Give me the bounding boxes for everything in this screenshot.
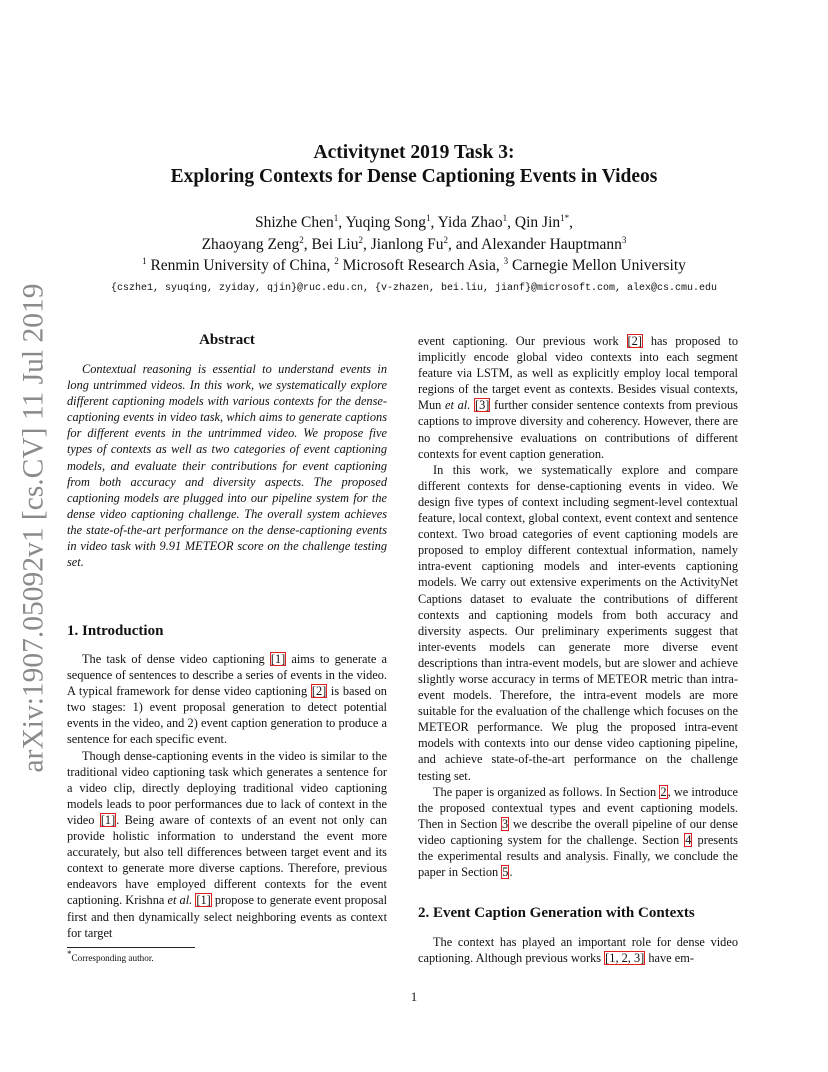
- section-link[interactable]: 2: [660, 784, 667, 799]
- right-paragraph-2: In this work, we systematically explore and compare different contexts for dense-captioning events in video. We design five types of context including segment-level contextual feature, local context, global context, event context and sentence context. Two broad categories of event captioning models are proposed to employ different contextual information, namely intra-event captioning models and inter-events captioning models. We carry out extensive experiments on the ActivityNet Captions dataset to evaluate the contributions of different contexts and captioning models from both accuracy and diversity aspects. Our preliminary experiments suggest that inter-events models can generate more diverse event descriptions than intra-event models, but are slower and achieve slightly worse accuracy in terms of METEOR metric than intra-event models. Therefore, the intra-event models are more suitable for the evaluation of the challenge which focuses on the METEOR performance. We plug the proposed intra-event models with contexts into our dense video captioning pipeline, and achieve state-of-the-art performance on the challenge testing set.: [418, 462, 738, 783]
- section-2-body: [418, 934, 738, 966]
- citation-link[interactable]: [2]: [627, 334, 642, 348]
- citation-link[interactable]: [1]: [196, 893, 211, 908]
- section-link[interactable]: 4: [685, 832, 692, 847]
- section-link[interactable]: 3: [502, 816, 509, 831]
- citation-link[interactable]: [3]: [474, 398, 490, 413]
- paper-title-line-2: Exploring Contexts for Dense Captioning Events in Videos: [170, 166, 658, 187]
- citation-link[interactable]: [1]: [100, 812, 116, 827]
- page-number: 1: [410, 990, 418, 1004]
- intro-paragraph-2: Though dense-captioning events in the video is similar to the traditional video captioning task which generates a sentence for a video clip, directly deploying traditional video captioning models leads to poor performances due to lack of context in the video [1]. Being aware of contexts of an event not only can provide holistic information to understand the event more accurately, but also tell differences between target event and its context to generate more diverse captions. Therefore, previous endeavors have employed different contexts for the event captioning. Krishna et al. [1] propose to generate event proposal first and then dynamically select neighboring events as context for target: [67, 748, 387, 940]
- section-heading-event-caption: 2. Event Caption Generation with Contexts: [418, 905, 695, 921]
- right-paragraph-3: The paper is organized as follows. In Section 2, we introduce the proposed contextual types and event captioning models. Then in Section 3 we describe the overall pipeline of our dense video captioning system for the challenge. Section 4 presents the experimental results and analysis. Finally, we conclude the paper in Section 5.: [418, 784, 739, 880]
- section-2-paragraph-1: The context has played an important role for dense video captioning. Although previous works [1, 2, 3] have em-: [418, 935, 738, 966]
- section-link[interactable]: 5: [502, 865, 509, 880]
- introduction-body: [67, 651, 387, 941]
- abstract-text: Contextual reasoning is essential to understand events in long untrimmed videos. In this work, we systematically explore different captioning models with various contexts for the dense-captioning events in video task, which aims to generate captions for different events in the untrimmed video. We propose five types of contexts as well as two categories of event captioning models, and evaluate their contributions for event captioning from both accuracy and diversity aspects. The proposed captioning models are plugged into our pipeline system for the dense video captioning challenge. The overall system achieves the state-of-the-art performance on the dense-captioning events in video task with 9.91 METEOR score on the challenge testing set.: [67, 362, 387, 570]
- right-column-body: [418, 333, 738, 880]
- intro-paragraph-1: The task of dense video captioning [1] aims to generate a sequence of sentences to describe a series of events in the video. A typical framework for dense video captioning [2] is based on two stages: 1) event proposal generation to detect potential events in the video, and 2) event caption generation to produce a sentence for each specific event.: [67, 652, 387, 747]
- abstract-heading: Abstract: [199, 332, 255, 348]
- citation-link[interactable]: [1, 2, 3]: [605, 951, 645, 966]
- author-line-2: Zhaoyang Zeng$^2$, Bei Liu$^2$, Jianlong Fu$^2$, and Alexander Hauptmann$^3$: [201, 234, 627, 253]
- arxiv-sidebar: [14, 283, 54, 773]
- paper-title-line-1: Activitynet 2019 Task 3:: [313, 142, 515, 163]
- section-heading-introduction: 1. Introduction: [67, 623, 164, 639]
- citation-link[interactable]: [2]: [311, 684, 327, 699]
- affiliations: $^1$ Renmin University of China, $^2$ Microsoft Research Asia, $^3$ Carnegie Mellon University: [142, 255, 686, 274]
- footnote-rule: [67, 947, 195, 948]
- footnote: *Corresponding author.: [67, 948, 154, 963]
- right-paragraph-1: event captioning. Our previous work [2] has proposed to implicitly encode global video contexts into each segment feature via LSTM, as well as explicitly employ local temporal regions of the target event as contexts. Besides visual contexts, Mun et al. [3] further consider sentence contexts from previous captions to improve diversity and coherency. However, there are no comprehensive evaluations on contributions of different contexts for event caption generation.: [418, 334, 738, 461]
- citation-link[interactable]: [1]: [270, 652, 286, 666]
- author-emails: {cszhe1, syuqing, zyiday, qjin}@ruc.edu.cn, {v-zhazen, bei.liu, jianf}@microsoft.com, alex@cs.cmu.edu: [110, 283, 718, 294]
- author-line-1: Shizhe Chen$^1$, Yuqing Song$^1$, Yida Zhao$^1$, Qin Jin$^{1*}$,: [255, 212, 573, 231]
- abstract-body: [67, 361, 387, 570]
- arxiv-identifier: arXiv:1907.05092v1 [cs.CV] 11 Jul 2019: [17, 283, 50, 773]
